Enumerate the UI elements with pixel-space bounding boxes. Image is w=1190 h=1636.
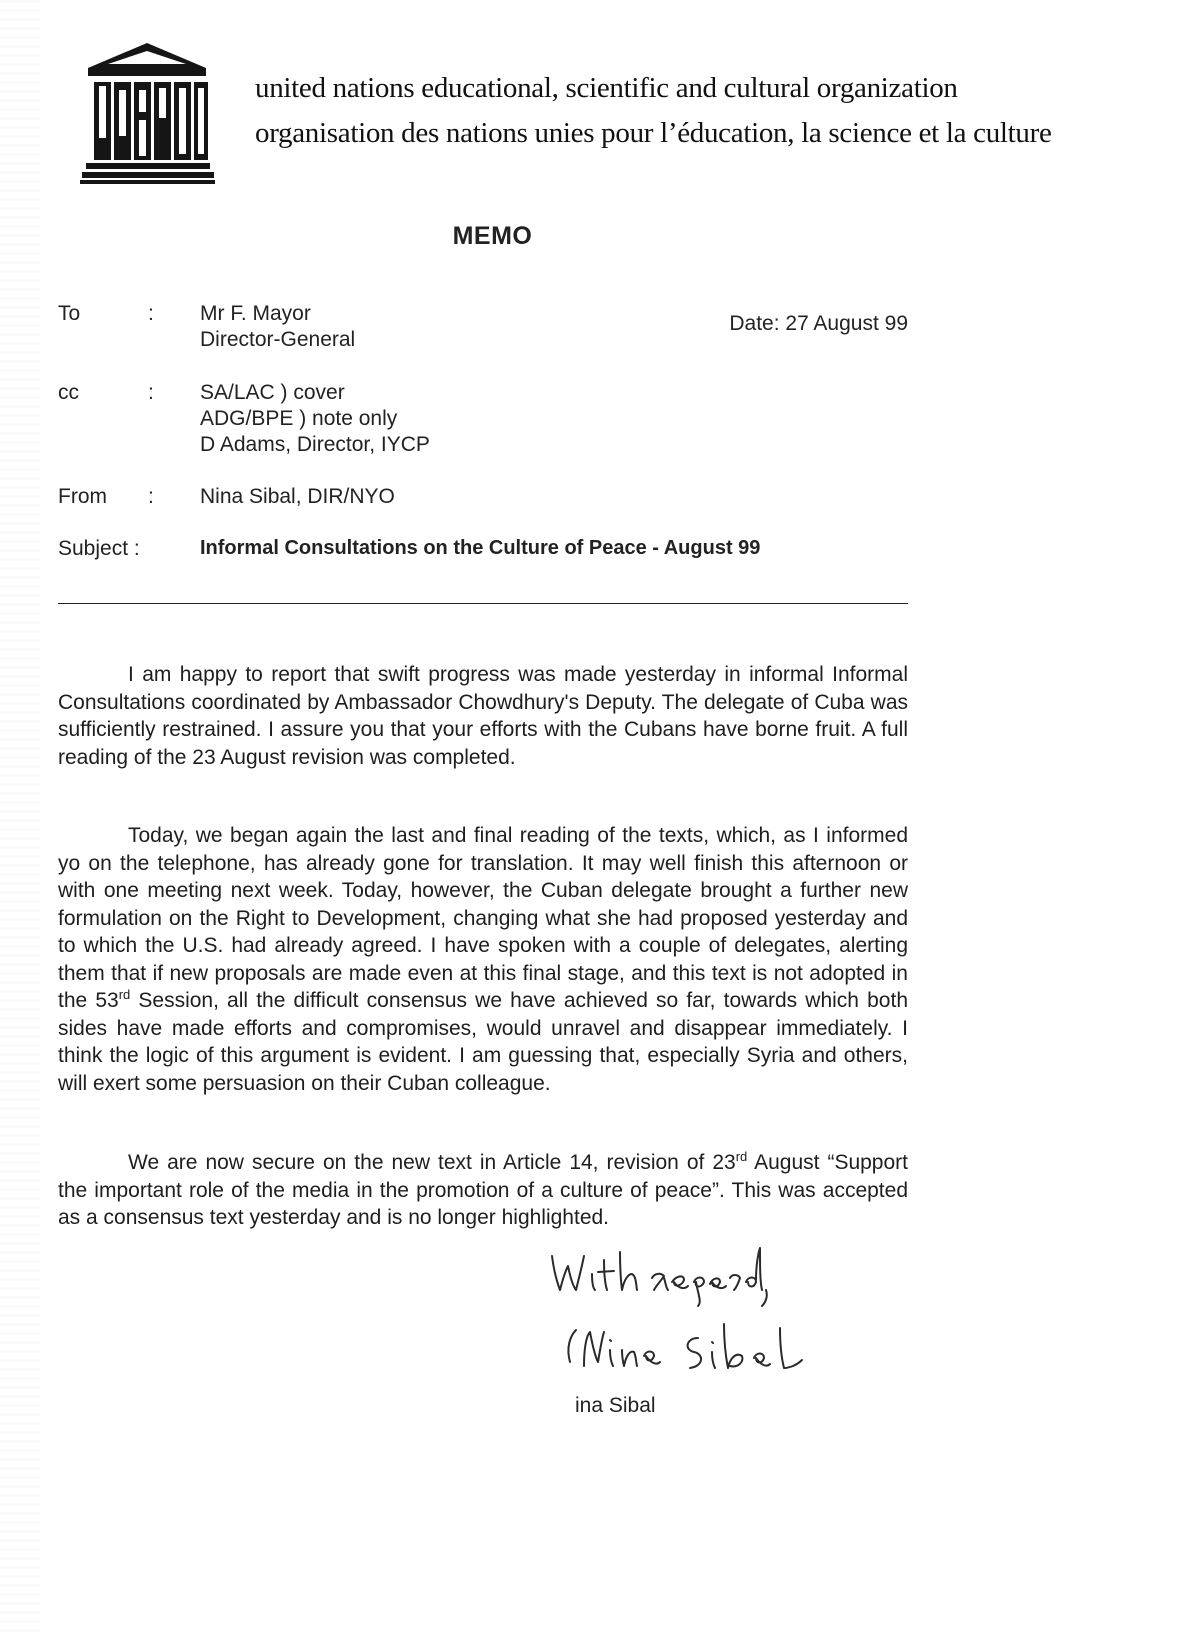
from-value: Nina Sibal, DIR/NYO <box>200 485 395 508</box>
ordinal-suffix: rd <box>118 987 131 1002</box>
cc-line-3: D Adams, Director, IYCP <box>200 433 430 456</box>
org-name-french: organisation des nations unies pour l’éducation, la science et la culture <box>255 117 1052 149</box>
to-colon: : <box>148 302 154 325</box>
paragraph-2-text-b: Session, all the difficult consensus we have achieved so far, towards which both sides have made efforts and compromises, would unravel and disappear immediately. I think the logic of this argument is evident. I am guessing that, especially Syria and others, will exert some persuasion on their Cuban colleague. <box>58 989 908 1095</box>
from-label: From <box>58 485 107 508</box>
cc-line-2: ADG/BPE ) note only <box>200 407 398 430</box>
cc-colon: : <box>148 381 154 404</box>
memo-title: MEMO <box>452 222 533 250</box>
to-name: Mr F. Mayor <box>200 302 311 325</box>
org-name-english: united nations educational, scientific and cultural organization <box>255 72 958 104</box>
header-divider <box>58 603 908 604</box>
subject-label: Subject : <box>58 537 140 560</box>
memo-date: Date: 27 August 99 <box>729 312 908 335</box>
ordinal-suffix: rd <box>735 1149 748 1164</box>
paragraph-3-text-b: August “Support the important role of the media in the promotion of a culture of peace”. This was accepted as a consensus text yesterday and is no longer highlighted. <box>58 1151 908 1229</box>
to-label: To <box>58 302 81 325</box>
to-title: Director-General <box>200 328 356 351</box>
paragraph-2 <box>58 822 908 1097</box>
cc-line-1: SA/LAC ) cover <box>200 381 345 404</box>
paragraph-3-text-a: We are now secure on the new text in Article 14, revision of 23 <box>128 1151 736 1174</box>
from-colon: : <box>148 485 154 508</box>
subject-value: Informal Consultations on the Culture of Peace - August 99 <box>200 537 761 559</box>
paragraph-1 <box>58 661 908 771</box>
paragraph-3 <box>58 1149 908 1232</box>
signature-name: ina Sibal <box>575 1394 656 1417</box>
paragraph-2-text-a: Today, we began again the last and final reading of the texts, which, as I informed yo on the telephone, has already gone for translation. It may well finish this afternoon or with one meeting next week. Today, however, the Cuban delegate brought a further new formulation on the Right to Development, changing what she had proposed yesterday and to which the U.S. had already agreed. I have spoken with a couple of delegates, alerting them that if new proposals are made even at this final stage, and this text is not adopted in the 53 <box>58 824 908 1012</box>
unesco-logo <box>80 40 215 185</box>
cc-label: cc <box>58 381 79 404</box>
handwritten-signature <box>548 1242 838 1387</box>
paragraph-1-text: I am happy to report that swift progress was made yesterday in informal Informal Consultations coordinated by Ambassador Chowdhury's Deputy. The delegate of Cuba was sufficiently restrained. I assure you that your efforts with the Cubans have borne fruit. A full reading of the 23 August revision was completed. <box>58 663 908 769</box>
